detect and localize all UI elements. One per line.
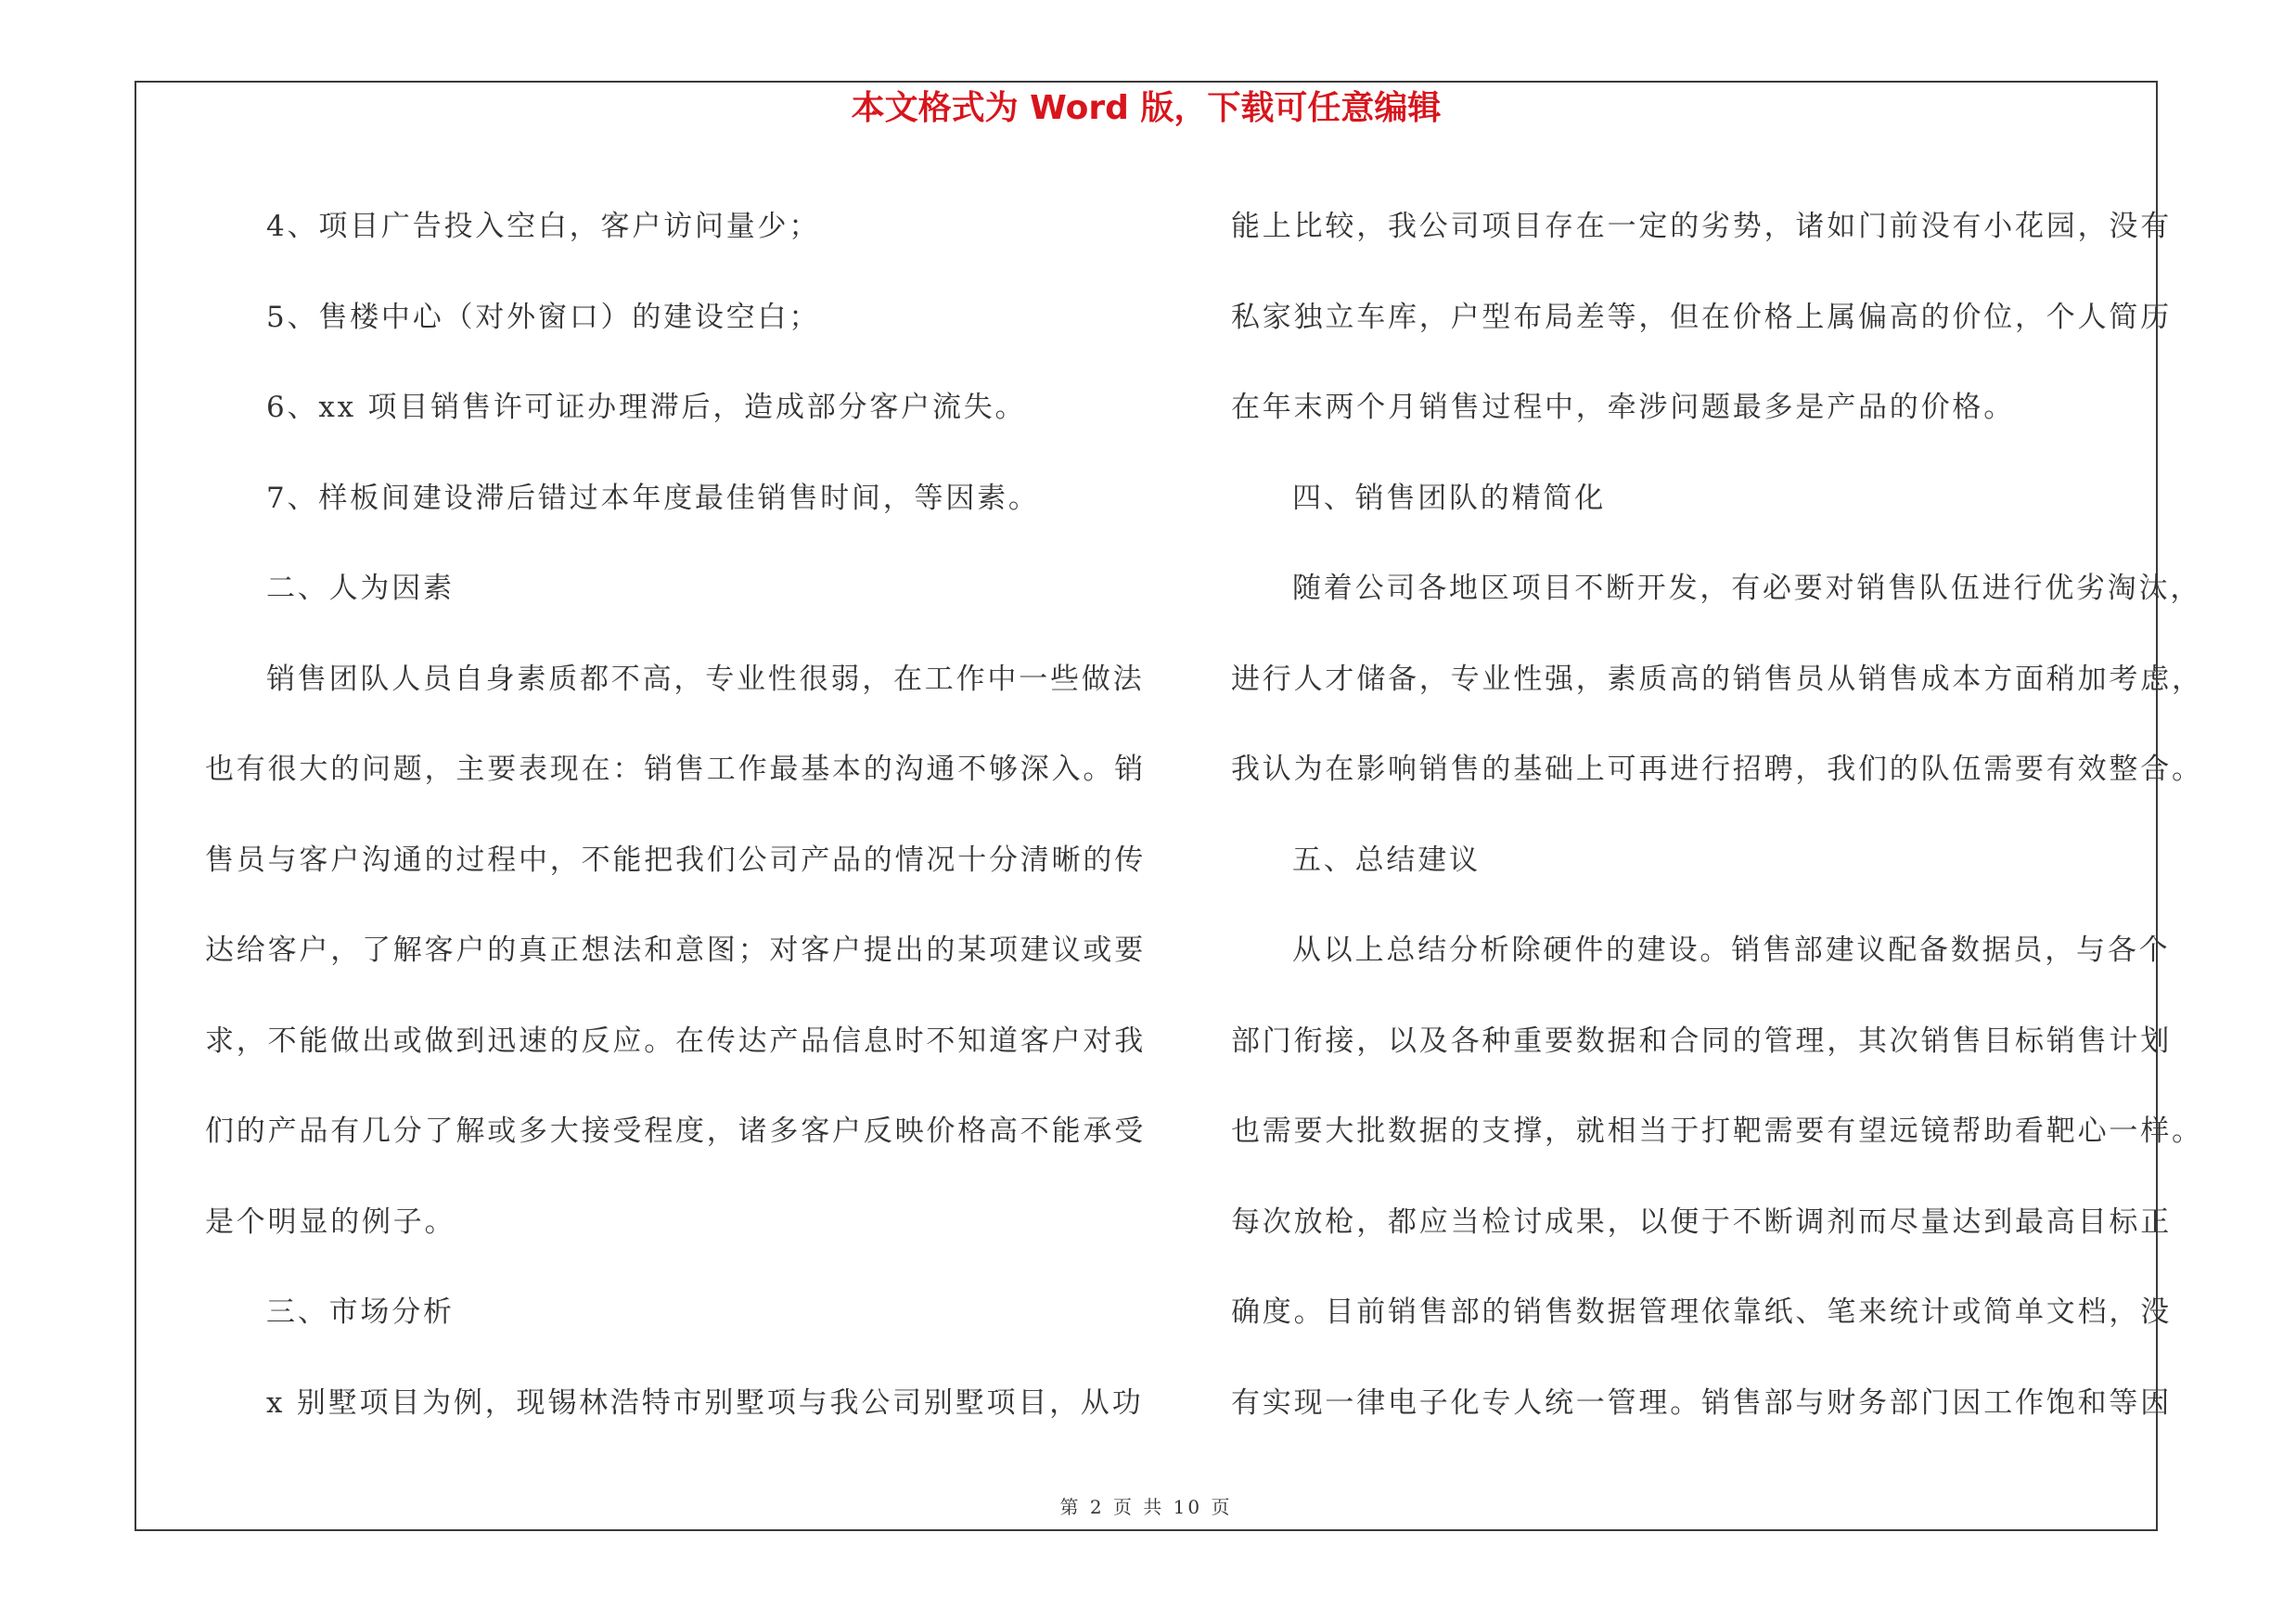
document-banner: 本文格式为 Word 版，下载可任意编辑: [851, 89, 1442, 127]
paragraph-line: 4、项目广告投入空白，客户访问量少；: [266, 210, 821, 243]
paragraph-line: 售员与客户沟通的过程中，不能把我们公司产品的情况十分清晰的传: [205, 843, 1146, 877]
paragraph-line: x 别墅项目为例，现锡林浩特市别墅项与我公司别墅项目，从功: [266, 1385, 1144, 1420]
paragraph-line: 部门衔接，以及各种重要数据和合同的管理，其次销售目标销售计划: [1231, 1024, 2172, 1058]
paragraph-line: 确度。目前销售部的销售数据管理依靠纸、笔来统计或简单文档，没: [1231, 1295, 2172, 1329]
section-heading: 四、销售团队的精简化: [1292, 481, 1606, 515]
paragraph-line: 6、xx 项目销售许可证办理滞后，造成部分客户流失。: [266, 391, 1027, 424]
paragraph-line: 私家独立车库，户型布局差等，但在价格上属偏高的价位，个人简历: [1231, 300, 2172, 334]
paragraph-line: 5、售楼中心（对外窗口）的建设空白；: [266, 300, 821, 334]
paragraph-line: 能上比较，我公司项目存在一定的劣势，诸如门前没有小花园，没有: [1231, 210, 2172, 243]
paragraph-line: 有实现一律电子化专人统一管理。销售部与财务部门因工作饱和等因: [1231, 1385, 2172, 1420]
section-heading: 五、总结建议: [1292, 843, 1481, 877]
paragraph-line: 从以上总结分析除硬件的建设。销售部建议配备数据员，与各个: [1292, 934, 2171, 967]
paragraph-line: 是个明显的例子。: [205, 1204, 456, 1239]
paragraph-line: 在年末两个月销售过程中，牵涉问题最多是产品的价格。: [1231, 391, 2015, 424]
paragraph-line: 随着公司各地区项目不断开发，有必要对销售队伍进行优劣淘汰，: [1292, 572, 2202, 605]
paragraph-line: 也需要大批数据的支撑，就相当于打靶需要有望远镜帮助看靶心一样。: [1231, 1114, 2203, 1148]
section-heading: 三、市场分析: [266, 1295, 455, 1329]
right-column: [1231, 182, 2203, 1449]
paragraph-line: 们的产品有几分了解或多大接受程度，诸多客户反映价格高不能承受: [205, 1114, 1146, 1148]
paragraph-line: 达给客户，了解客户的真正想法和意图；对客户提出的某项建议或要: [205, 934, 1146, 967]
paragraph-line: 我认为在影响销售的基础上可再进行招聘，我们的队伍需要有效整合。: [1231, 753, 2203, 786]
section-heading: 二、人为因素: [266, 572, 455, 605]
page-number-footer: 第 2 页 共 10 页: [1059, 1496, 1233, 1518]
paragraph-line: 进行人才储备，专业性强，素质高的销售员从销售成本方面稍加考虑，: [1231, 662, 2203, 696]
left-column: [205, 182, 1146, 1449]
paragraph-line: 每次放枪，都应当检讨成果，以便于不断调剂而尽量达到最高目标正: [1231, 1204, 2172, 1239]
paragraph-line: 也有很大的问题，主要表现在：销售工作最基本的沟通不够深入。销: [205, 753, 1146, 786]
paragraph-line: 求，不能做出或做到迅速的反应。在传达产品信息时不知道客户对我: [205, 1024, 1146, 1058]
paragraph-line: 7、样板间建设滞后错过本年度最佳销售时间，等因素。: [266, 481, 1040, 515]
paragraph-line: 销售团队人员自身素质都不高，专业性很弱，在工作中一些做法: [266, 662, 1145, 696]
